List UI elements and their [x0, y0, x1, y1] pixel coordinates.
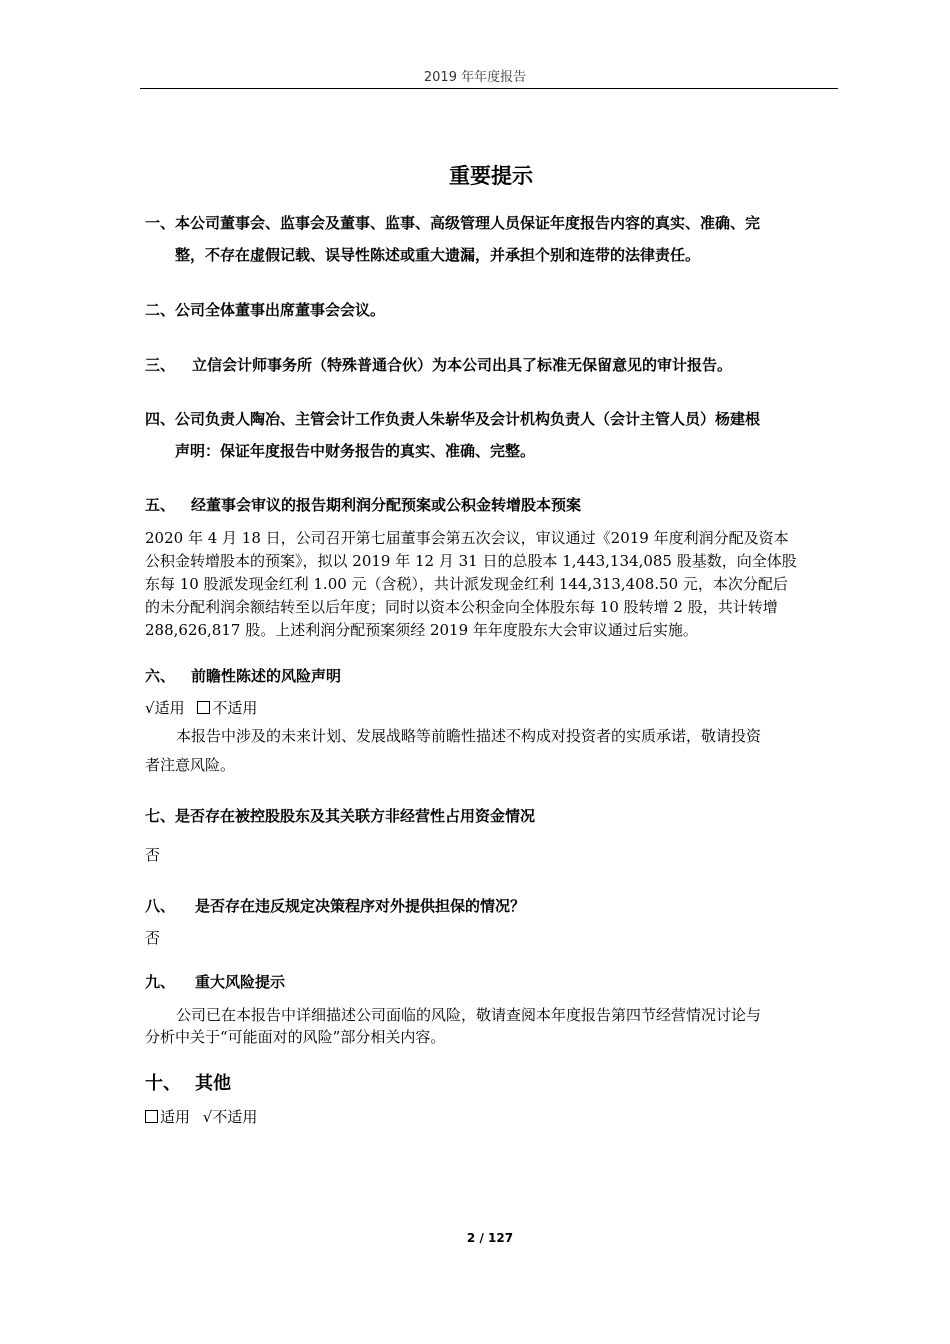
section-7-answer: 否 [145, 846, 161, 864]
empty-checkbox-icon [197, 701, 210, 714]
section-9-heading [145, 971, 285, 992]
section-5-paragraph-line: 的未分配利润余额结转至以后年度；同时以资本公积金向全体股东每 10 股转增 2 股，共计转增 [145, 598, 778, 616]
section-5-paragraph-line: 2020 年 4 月 18 日，公司召开第七届董事会第五次会议，审议通过《2019 年度利润分配及资本 [145, 529, 789, 547]
section-3 [145, 354, 732, 375]
section-3-text: 立信会计师事务所（特殊普通合伙）为本公司出具了标准无保留意见的审计报告。 [192, 356, 733, 374]
section-1-text-1: 本公司董事会、监事会及董事、监事、高级管理人员保证年度报告内容的真实、准确、完 [175, 214, 761, 232]
section-6-heading [145, 665, 341, 686]
section-6-paragraph-line-2: 者注意风险。 [145, 756, 236, 774]
section-5-paragraph-line: 公积金转增股本的预案》，拟以 2019 年 12 月 31 日的总股本 1,443,134,085 股基数，向全体股 [145, 552, 797, 570]
section-6-options [145, 697, 257, 718]
page-title: 重要提示 [449, 164, 533, 188]
section-4-line-2: 声明：保证年度报告中财务报告的真实、准确、完整。 [175, 442, 536, 460]
section-10-heading-text: 其他 [195, 1073, 231, 1094]
section-9-heading-text: 重大风险提示 [195, 973, 286, 991]
section-4-number: 四、 [145, 410, 176, 428]
section-10-number: 十、 [145, 1073, 181, 1094]
section-8-number: 八、 [145, 897, 176, 915]
section-9-paragraph-line-2: 分析中关于“可能面对的风险”部分相关内容。 [145, 1028, 446, 1046]
section-7-heading [145, 805, 535, 826]
section-3-number: 三、 [145, 356, 176, 374]
section-1-line-1 [145, 212, 760, 233]
header-rule [140, 88, 838, 89]
section-9-number: 九、 [145, 973, 176, 991]
section-5-heading-text: 经董事会审议的报告期利润分配预案或公积金转增股本预案 [191, 496, 582, 514]
section-8-answer: 否 [145, 929, 161, 947]
checkmark-icon: √ [202, 1108, 213, 1126]
section-2-text: 公司全体董事出席董事会会议。 [175, 301, 386, 319]
option-not-applicable-label: 不适用 [212, 699, 258, 717]
section-7-number: 七、 [145, 807, 176, 825]
section-6-heading-text: 前瞻性陈述的风险声明 [191, 667, 342, 685]
section-8-heading-text: 是否存在违反规定决策程序对外提供担保的情况？ [195, 897, 526, 915]
section-7-heading-text: 是否存在被控股股东及其关联方非经营性占用资金情况 [175, 807, 536, 825]
section-4-line-1 [145, 408, 760, 429]
section-2-number: 二、 [145, 301, 176, 319]
section-2 [145, 299, 385, 320]
section-1-line-2: 整，不存在虚假记载、误导性陈述或重大遗漏，并承担个别和连带的法律责任。 [175, 246, 701, 264]
section-10-heading [145, 1069, 231, 1095]
section-5-number: 五、 [145, 496, 176, 514]
option-applicable-label: 适用 [160, 1108, 191, 1126]
checkmark-icon: √ [145, 699, 155, 717]
section-6-paragraph-line-1: 本报告中涉及的未来计划、发展战略等前瞻性描述不构成对投资者的实质承诺，敬请投资 [176, 727, 762, 745]
section-9-paragraph-line-1: 公司已在本报告中详细描述公司面临的风险，敬请查阅本年度报告第四节经营情况讨论与 [176, 1006, 762, 1024]
section-1-number: 一、 [145, 214, 176, 232]
section-5-paragraph-line: 288,626,817 股。上述利润分配预案须经 2019 年年度股东大会审议通过后实施。 [145, 621, 698, 639]
empty-checkbox-icon [145, 1110, 158, 1123]
section-10-options [145, 1106, 257, 1127]
option-applicable-label: 适用 [154, 699, 185, 717]
section-6-number: 六、 [145, 667, 176, 685]
section-5-heading [145, 494, 581, 515]
page-header: 2019 年年度报告 [423, 70, 527, 85]
option-not-applicable-label: 不适用 [212, 1108, 258, 1126]
page-number: 2 / 127 [466, 1231, 514, 1245]
section-4-text-1: 公司负责人陶冶、主管会计工作负责人朱崭华及会计机构负责人（会计主管人员）杨建根 [175, 410, 761, 428]
section-5-paragraph-line: 东每 10 股派发现金红利 1.00 元（含税），共计派发现金红利 144,313,408.50 元，本次分配后 [145, 575, 788, 593]
section-8-heading [145, 895, 525, 916]
